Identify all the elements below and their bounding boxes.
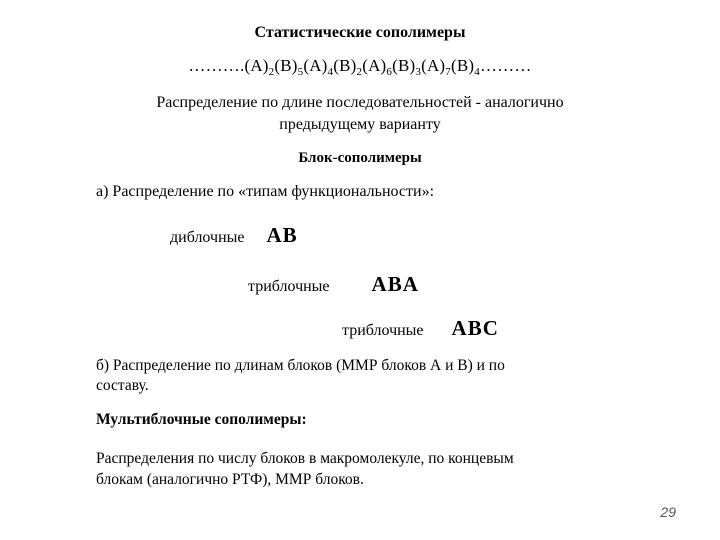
functionality-types-heading: а) Распределение по «типам функциональности»: (96, 183, 435, 200)
formula-group: $(B)_5$ (274, 56, 304, 78)
type-label: триблочные (342, 322, 424, 339)
multiblock-line: Распределения по числу блоков в макромолекуле, по концевым (96, 450, 514, 467)
section-b-line: составу. (96, 377, 149, 394)
distribution-line: предыдущему варианту (279, 116, 441, 133)
multiblock-description (96, 448, 656, 490)
block-length-distribution (96, 356, 596, 396)
block-copolymers-heading: Блок-сополимеры (298, 150, 422, 166)
multiblock-line: блокам (аналогично РТФ), ММР блоков. (96, 471, 364, 488)
formula-group: $(A)_2$ (244, 56, 275, 78)
copolymer-sequence-formula (0, 56, 720, 76)
formula-group: $(B)_2$ (333, 56, 363, 78)
formula-group: $(A)_4$ (303, 56, 334, 78)
type-code: AB (266, 223, 298, 247)
type-label: триблочные (248, 278, 330, 295)
formula-group: $(A)_6$ (362, 56, 393, 78)
type-row-triblock-aba (248, 272, 419, 297)
formula-prefix: ………. (188, 56, 245, 75)
distribution-line: Распределение по длине последовательностей - аналогично (156, 94, 564, 111)
formula-group: $(A)_7$ (421, 56, 451, 78)
type-label: диблочные (170, 229, 245, 246)
formula-group: $(B)_4$ (451, 56, 480, 78)
type-row-triblock-abc (342, 316, 499, 341)
section-b-line: б) Распределение по длинам блоков (ММР блоков А и В) и по (96, 357, 505, 374)
type-code: ABA (371, 272, 419, 296)
type-row-diblock (170, 223, 298, 248)
multiblock-heading: Мультиблочные сополимеры: (96, 411, 307, 428)
type-code: ABC (451, 316, 499, 340)
distribution-note (0, 92, 720, 136)
slide-title: Статистические сополимеры (254, 24, 466, 41)
formula-group: $(B)_3$ (392, 56, 422, 78)
page-number: 29 (660, 504, 676, 520)
formula-suffix: ……… (479, 56, 532, 75)
